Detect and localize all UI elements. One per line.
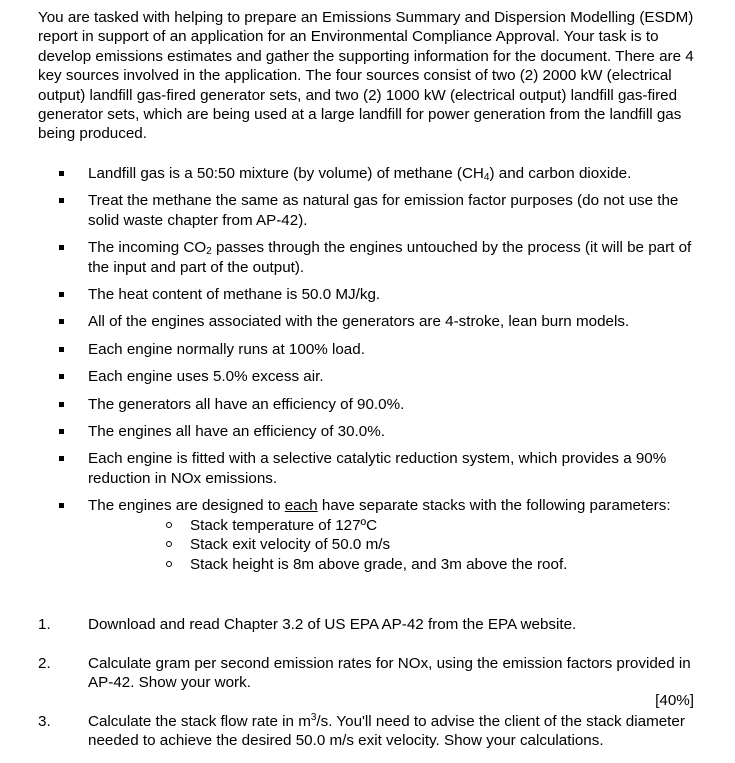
square-bullet-icon <box>59 171 64 176</box>
square-bullet-icon <box>59 347 64 352</box>
task-number: 1. <box>38 616 51 633</box>
bullet-methane-treatment: Treat the methane the same as natural gas for emission factor purposes (do not use the solid waste chapter from AP-42). <box>0 191 698 230</box>
bullet-engine-type: All of the engines associated with the generators are 4-stroke, lean burn models. <box>0 312 698 331</box>
sub-stack-velocity: Stack exit velocity of 50.0 m/s <box>0 535 698 554</box>
bullet-stack-parameters: The engines are designed to each have separate stacks with the following parameters: Stack temperature of 127ºC Stack exit velocity of 50.0 m/s Stack height is 8m above grade, and 3m above the roof. <box>0 496 698 574</box>
square-bullet-icon <box>59 503 64 508</box>
circle-bullet-icon <box>166 541 172 547</box>
task-number: 3. <box>38 713 51 730</box>
bullet-generator-efficiency: The generators all have an efficiency of 90.0%. <box>0 395 698 414</box>
square-bullet-icon <box>59 456 64 461</box>
sub-stack-temperature: Stack temperature of 127ºC <box>0 516 698 535</box>
task-text: Calculate the stack flow rate in $m^3/s$. You'll need to advise the client of the stack diameter needed to achieve the desired 50.0 m/s exit velocity. Show your calculations. <box>88 711 685 750</box>
bullet-heat-content: The heat content of methane is 50.0 MJ/kg. <box>0 285 698 304</box>
bullet-excess-air: Each engine uses 5.0% excess air. <box>0 367 698 386</box>
bullet-scr-system: Each engine is fitted with a selective catalytic reduction system, which provides a 90% reduction in NOx emissions. <box>0 449 698 488</box>
task-text: Download and read Chapter 3.2 of US EPA AP-42 from the EPA website. <box>88 616 577 633</box>
square-bullet-icon <box>59 245 64 250</box>
task-weight: [40%] <box>655 692 694 709</box>
sub-stack-height: Stack height is 8m above grade, and 3m above the roof. <box>0 555 698 574</box>
square-bullet-icon <box>59 374 64 379</box>
square-bullet-icon <box>59 402 64 407</box>
square-bullet-icon <box>59 429 64 434</box>
assumptions-list <box>0 164 735 574</box>
task-number: 2. <box>38 655 51 672</box>
circle-bullet-icon <box>166 522 172 528</box>
circle-bullet-icon <box>166 561 172 567</box>
task-text: Calculate gram per second emission rates for NOx, using the emission factors provided in AP-42. Show your work. <box>88 655 691 692</box>
bullet-co2-passthrough: The incoming $CO_2$ passes through the engines untouched by the process (it will be part of the input and part of the output). <box>0 238 698 277</box>
stack-parameters-list <box>88 516 698 574</box>
intro-paragraph: You are tasked with helping to prepare an Emissions Summary and Dispersion Modelling (ESDM) report in support of an application for an Environmental Compliance Approval. Your task is to develop emissions estimates and gather the supporting information for the document. There are 4 key sources involved in the application. The four sources consist of two (2) 2000 kW (electrical output) landfill gas-fired generator sets, and two (2) 1000 kW (electrical output) landfill gas-fired generator sets, which are being used at a large landfill for power generation from the landfill gas being produced. <box>38 9 694 143</box>
bullet-landfill-gas: Landfill gas is a 50:50 mixture (by volume) of methane $(CH_4)$ and carbon dioxide. <box>0 164 698 183</box>
bullet-engine-efficiency: The engines all have an efficiency of 30.0%. <box>0 422 698 441</box>
square-bullet-icon <box>59 198 64 203</box>
bullet-engine-load: Each engine normally runs at 100% load. <box>0 340 698 359</box>
square-bullet-icon <box>59 292 64 297</box>
square-bullet-icon <box>59 319 64 324</box>
